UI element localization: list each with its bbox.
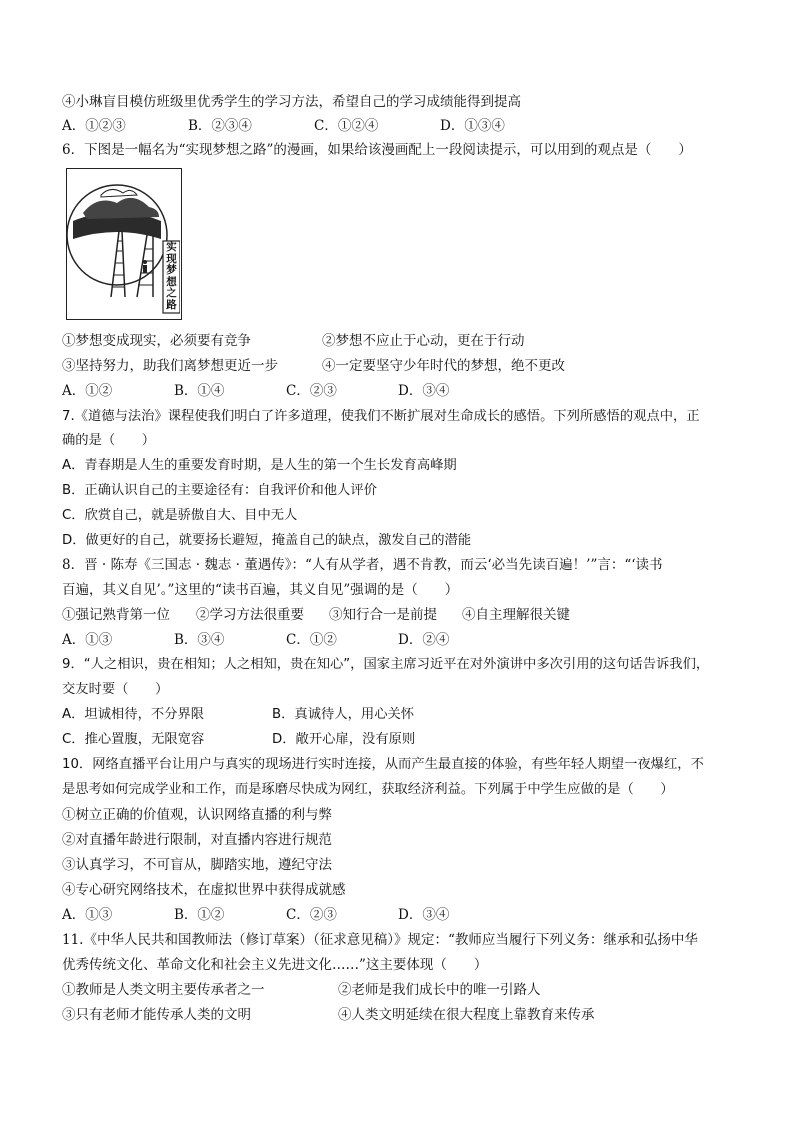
- q8-option-d: D．②④: [398, 632, 450, 648]
- q6-item-3: ③坚持努力，助我们离梦想更近一步: [62, 358, 278, 374]
- q5-option-b: B．②③④: [188, 118, 252, 134]
- q6-item-4: ④一定要坚守少年时代的梦想，绝不更改: [322, 358, 565, 374]
- q11-item-3: ③只有老师才能传承人类的文明: [62, 1007, 251, 1023]
- q11-stem-line1: 11.《中华人民共和国教师法（修订草案）（征求意见稿）》规定：“教师应当履行下列义务：继承和弘扬中华: [62, 932, 698, 948]
- q10-option-c: C．②③: [286, 907, 337, 923]
- q10-item-4: ④专心研究网络技术，在虚拟世界中获得成就感: [62, 882, 346, 898]
- q8-item-4: ④自主理解很关键: [462, 607, 570, 623]
- q11-stem-line2: 优秀传统文化、革命文化和社会主义先进文化……”这主要体现（ ）: [62, 957, 488, 973]
- q5-item-4: ④小琳盲目模仿班级里优秀学生的学习方法，希望自己的学习成绩能得到提高: [62, 94, 521, 110]
- q7-option-b: B．正确认识自己的主要途径有：自我评价和他人评价: [62, 483, 377, 498]
- q10-item-1: ①树立正确的价值观，认识网络直播的利与弊: [62, 807, 332, 823]
- q10-option-a: A．①③: [62, 907, 113, 923]
- q9-option-c: C．推心置腹，无限宽容: [62, 732, 205, 747]
- q9-option-d: D．敞开心扉，没有原则: [272, 732, 416, 747]
- q7-option-d: D．做更好的自己，就要扬长避短，掩盖自己的缺点，激发自己的潜能: [62, 533, 472, 548]
- q10-item-3: ③认真学习，不可盲从，脚踏实地，遵纪守法: [62, 857, 332, 873]
- q8-item-3: ③知行合一是前提: [329, 607, 437, 623]
- q10-stem-line1: 10．网络直播平台让用户与真实的现场进行实时连接，从而产生最直接的体验，有些年轻人期望一夜爆红，不: [62, 757, 704, 772]
- q6-option-c: C．②③: [286, 383, 337, 399]
- q6-item-2: ②梦想不应止于心动，更在于行动: [322, 333, 525, 349]
- q8-stem-line1: 8．晋 · 陈寿《三国志 · 魏志 · 董遇传》：“人有从学者，遇不肯教，而云‘必当先读百遍！’”言：“‘读书: [62, 557, 663, 573]
- q9-option-b: B．真诚待人，用心关怀: [272, 707, 415, 722]
- dream-road-cartoon: [66, 168, 182, 320]
- q8-option-c: C．①②: [286, 632, 337, 648]
- q11-item-4: ④人类文明延续在很大程度上靠教育来传承: [338, 1007, 595, 1023]
- q7-option-c: C．欣赏自己，就是骄傲自大、目中无人: [62, 508, 298, 523]
- q11-item-1: ①教师是人类文明主要传承者之一: [62, 982, 265, 998]
- q7-stem-line2: 确的是（ ）: [62, 433, 156, 448]
- q6-option-a: A．①②: [62, 383, 113, 399]
- q7-option-a: A．青春期是人生的重要发育时期，是人生的第一个生长发育高峰期: [62, 458, 457, 473]
- q9-option-a: A．坦诚相待，不分界限: [62, 707, 205, 722]
- q5-option-a: A．①②③: [62, 118, 126, 134]
- q9-stem-line1: 9．“人之相识，贵在相知；人之相知，贵在知心”，国家主席习近平在对外演讲中多次引用的这句话告诉我们，: [62, 657, 710, 672]
- q9-stem-line2: 交友时要（ ）: [62, 682, 169, 697]
- q10-item-2: ②对直播年龄进行限制，对直播内容进行规范: [62, 832, 332, 848]
- q10-stem-line2: 是思考如何完成学业和工作，而是琢磨尽快成为网红，获取经济利益。下列属于中学生应做的是（ ）: [62, 782, 674, 797]
- q8-option-a: A．①③: [62, 632, 113, 648]
- q7-stem-line1: 7.《道德与法治》课程使我们明白了许多道理，使我们不断扩展对生命成长的感悟。下列所感悟的观点中，正: [62, 409, 700, 424]
- q10-option-b: B．①②: [174, 907, 225, 923]
- cartoon-caption: 实 现 梦 想 之 路: [166, 241, 177, 311]
- q8-item-2: ②学习方法很重要: [196, 607, 304, 623]
- q8-item-1: ①强记熟背第一位: [62, 607, 170, 623]
- q5-option-c: C．①②④: [314, 118, 379, 134]
- q8-stem-line2: 百遍，其义自见’。”这里的“读书百遍，其义自见”强调的是（ ）: [62, 582, 459, 598]
- q6-item-1: ①梦想变成现实，必须要有竞争: [62, 333, 251, 349]
- q6-option-b: B．①④: [174, 383, 225, 399]
- q11-item-2: ②老师是我们成长中的唯一引路人: [338, 982, 541, 998]
- q5-option-d: D．①③④: [440, 118, 505, 134]
- q6-stem: 6．下图是一幅名为“实现梦想之路”的漫画，如果给该漫画配上一段阅读提示，可以用到的观点是（ ）: [62, 142, 692, 158]
- q10-option-d: D．③④: [398, 907, 450, 923]
- q6-option-d: D．③④: [398, 383, 450, 399]
- q8-option-b: B．③④: [174, 632, 225, 648]
